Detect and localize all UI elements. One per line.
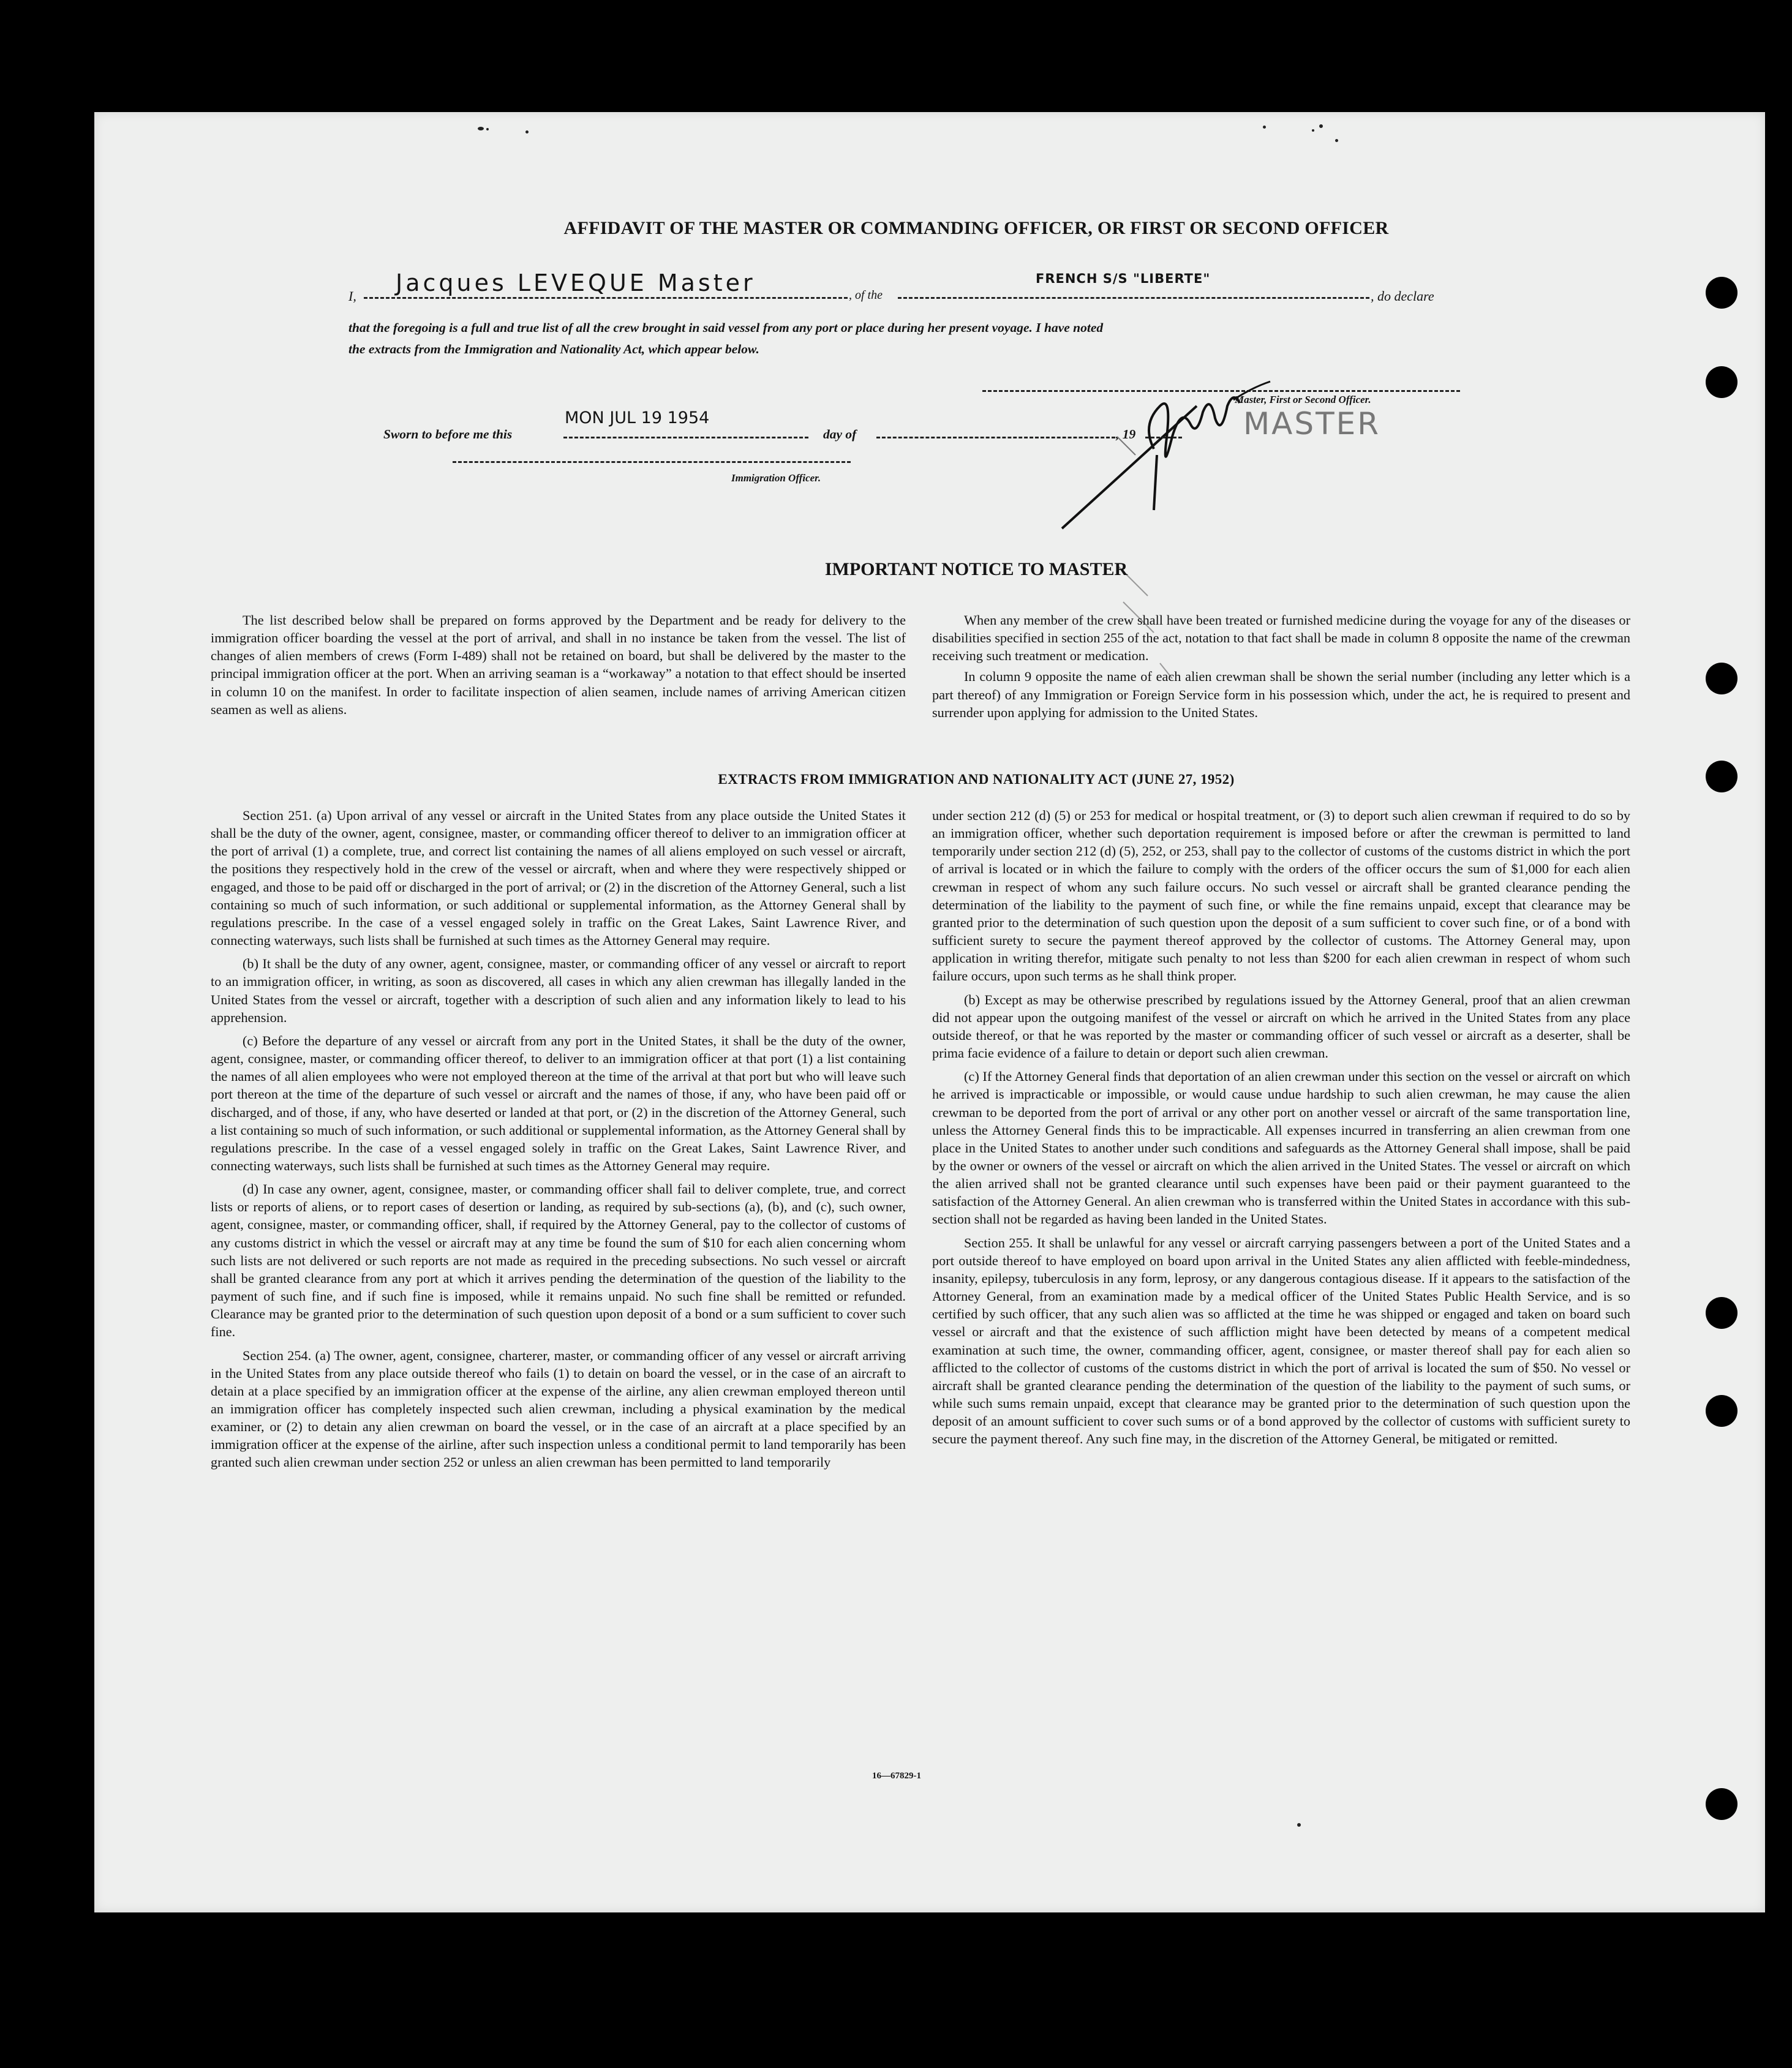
binder-hole <box>1706 761 1737 792</box>
of-the-label: , of the <box>849 288 883 302</box>
sworn-label: Sworn to before me this <box>383 427 513 442</box>
speck <box>1297 1823 1301 1827</box>
notice-left-column <box>211 611 906 724</box>
section-251c: (c) Before the departure of any vessel or aircraft from any port in the United States, it shall be the duty of the owner, agent, consignee, master, or commanding officer thereof, to deliver to an immigration officer at that port (1) a list containing the names of all alien employees who were not employed thereon at the time of the arrival at that port but who will leave such port thereon at the time of the departure of such vessel or aircraft and the names of those, if any, who have been paid off or discharged, and of those, if any, who have deserted or landed at that port, or (2) in the discretion of the Attorney General, such a list containing so much of such information, or such additional or supplemental information, as the Attorney General shall by regulations prescribe. In the case of a vessel engaged solely in traffic on the Great Lakes, Saint Lawrence River, and connecting waterways, such lists shall be furnished at such times as the Attorney General may require. <box>211 1032 906 1173</box>
section-254b: (b) Except as may be otherwise prescribed by regulations issued by the Attorney General, proof that an alien crewman did not appear upon the outgoing manifest of the vessel or aircraft on which he arrived in the United States from any place outside thereof, or that he was reported by the master or commanding officer of such vessel or aircraft as a deserter, shall be prima facie evidence of a failure to detain or deport such alien crewman. <box>932 991 1630 1061</box>
vessel-value: FRENCH S/S "LIBERTE" <box>1036 271 1211 286</box>
extracts-left-column <box>211 807 906 1477</box>
do-declare-label: , do declare <box>1371 288 1434 304</box>
notice-title: IMPORTANT NOTICE TO MASTER <box>824 559 1128 579</box>
document-page <box>94 112 1765 1912</box>
master-name-value: Jacques LEVEQUE Master <box>396 269 756 296</box>
speck <box>1263 126 1266 129</box>
form-number: 16—67829-1 <box>872 1771 921 1781</box>
sworn-date-value: MON JUL 19 1954 <box>565 408 710 427</box>
immigration-officer-label: Immigration Officer. <box>731 472 821 484</box>
extracts-title: EXTRACTS FROM IMMIGRATION AND NATIONALITY ACT (JUNE 27, 1952) <box>718 772 1235 787</box>
section-251a: Section 251. (a) Upon arrival of any vessel or aircraft in the United States from any place outside the United States it shall be the duty of the owner, agent, consignee, master, or commanding officer thereof to deliver to an immigration officer at the port of arrival (1) a complete, true, and correct list containing the names of all aliens employed on such vessel or aircraft, the positions they respectively hold in the crew of the vessel or aircraft, when and where they were respectively shipped or engaged, and those to be paid off or discharged in the port of arrival; or (2) in the discretion of the Attorney General, such a list containing so much of such information, or such additional or supplemental information, as the Attorney General shall by regulations prescribe. In the case of a vessel engaged solely in traffic on the Great Lakes, Saint Lawrence River, and connecting waterways, such lists shall be furnished at such times as the Attorney General may require. <box>211 808 906 949</box>
section-254a-continued: under section 212 (d) (5) or 253 for medical or hospital treatment, or (3) to deport such alien crewman if required to do so by an immigration officer, whether such deportation requirement is imposed before or after the crewman is permitted to land temporarily under section 212 (d) (5), 252, or 253, shall pay to the collector of customs of the customs district in which the port of arrival is located or in which the failure to comply with the orders of the officer occurs the sum of $1,000 for each alien crewman in respect of whom any such failure occurs. No such vessel or aircraft shall be granted clearance pending the determination of the liability to the payment of such fine, or while the fine remains unpaid, except that clearance may be granted prior to the determination of such question upon the deposit of a sum sufficient to cover such fine, or of a bond with sufficient surety to secure the payment thereof approved by the collector of customs. The Attorney General may, upon application in writing therefor, mitigate such penalty to not less than $200 for each alien crewman in respect of whom such failure occurs, upon such terms as he shall think proper. <box>932 808 1630 984</box>
affidavit-statement-line1: that the foregoing is a full and true list of all the crew brought in said vessel from any port or place during her present voyage. I have noted <box>348 320 1104 335</box>
speck <box>525 130 529 133</box>
section-255: Section 255. It shall be unlawful for any vessel or aircraft carrying passengers between a port of the United States and a port outside thereof to have employed on board upon arrival in the United States any alien afflicted with feeble-mindedness, insanity, epilepsy, tuberculosis in any form, leprosy, or any dangerous contagious disease. If it appears to the satisfaction of the Attorney General, from an examination made by a medical officer of the United States Public Health Service, and is so certified by such officer, that any such alien was so afflicted at the time he was shipped or engaged and taken on board such vessel or aircraft and that the existence of such affliction might have been detected by means of a competent medical examination at such time, the owner, commanding officer, agent, consignee, or master thereof shall pay for each alien so afflicted to the collector of customs of the customs district in which the port of arrival is located the sum of $50. No vessel or aircraft shall be granted clearance pending the determination of the question of the liability to the payment of such sums, or while such sums remain unpaid, except that clearance may be granted prior to the determination of such question upon the deposit of an amount sufficient to cover such sums or of a bond approved by the collector of customs with sufficient surety to secure the payment thereof. Any such fine may, in the discretion of the Attorney General, be mitigated or remitted. <box>932 1235 1630 1447</box>
binder-hole <box>1706 277 1737 309</box>
speck <box>1335 139 1338 142</box>
speck <box>1312 129 1314 132</box>
section-254a: Section 254. (a) The owner, agent, consignee, charterer, master, or commanding officer of any vessel or aircraft arriving in the United States from any place outside thereof who fails (1) to detain on board the vessel, or in the case of an aircraft to detain at a place specified by an immigration officer at the expense of the airline, any alien crewman employed thereon until an immigration officer has completely inspected such alien crewman, including a physical examination by the medical examiner, or (2) to detain any alien crewman on board the vessel, or in the case of an aircraft at a place specified by an immigration officer at the expense of the airline, after such inspection unless a conditional permit to land temporarily has been granted such alien crewman under section 252 or unless an alien crewman has been permitted to land temporarily <box>211 1347 906 1470</box>
notice-right-paragraph-1: When any member of the crew shall have been treated or furnished medicine during the voyage for any of the diseases or disabilities specified in section 255 of the act, notation to that fact shall be made in column 8 opposite the name of the crewman receiving such treatment or medication. <box>932 612 1630 664</box>
vessel-field <box>898 273 1369 299</box>
notice-left-paragraph: The list described below shall be prepared on forms approved by the Department and be ready for delivery to the immigration officer boarding the vessel at the port of arrival, and shall in no instance be taken from the vessel. The list of changes of alien members of crews (Form I-489) shall not be retained on board, but shall be delivered by the master to the principal immigration officer at the port. When an arriving seaman is a “workaway” a notation to that effect should be inserted in column 10 on the manifest. In order to facilitate inspection of alien seamen, include names of arriving American citizen seamen as well as aliens. <box>211 612 906 717</box>
binder-hole <box>1706 1395 1737 1427</box>
binder-hole <box>1706 663 1737 694</box>
master-name-field <box>364 269 848 299</box>
binder-hole <box>1706 1297 1737 1329</box>
extracts-right-column <box>932 807 1630 1453</box>
notice-right-paragraph-2: In column 9 opposite the name of each alien crewman shall be shown the serial number (including any letter which is a part thereof) of any Immigration or Foreign Service form in his possession which, under the act, he is required to present and surrender upon applying for admission to the United States. <box>932 669 1630 720</box>
binder-hole <box>1706 1788 1737 1820</box>
speck <box>486 128 489 130</box>
speck <box>1319 124 1323 128</box>
master-stamp: MASTER <box>1243 406 1380 442</box>
i-label: I, <box>348 288 356 304</box>
sworn-date-field <box>563 408 808 438</box>
notice-right-column <box>932 611 1630 727</box>
section-251d: (d) In case any owner, agent, consignee, master, or commanding officer shall fail to deliver complete, true, and correct lists or reports of aliens, or to report cases of desertion or landing, as required by sub-sections (a), (b), and (c), such owner, agent, consignee, master, or commanding officer, shall, if required by the Attorney General, pay to the collector of customs of any customs district in which the vessel or aircraft may at any time be found the sum of $10 for each alien concerning whom such lists are not delivered or such reports are not made as required in the preceding subsections. No such vessel or aircraft shall be granted clearance from any port at which it arrives pending the determination of the question of the liability to the payment of such fine, and if such fine is imposed, while it remains unpaid. No such fine shall be remitted or refunded. Clearance may be granted prior to the determination of such question upon deposit of a bond or a sum sufficient to cover such fine. <box>211 1181 906 1340</box>
speck <box>478 127 484 130</box>
immigration-officer-line <box>453 455 851 463</box>
affidavit-statement-line2: the extracts from the Immigration and Nationality Act, which appear below. <box>348 342 759 356</box>
day-of-field <box>876 418 1115 438</box>
affidavit-title: AFFIDAVIT OF THE MASTER OR COMMANDING OFFICER, OR FIRST OR SECOND OFFICER <box>563 218 1389 238</box>
binder-hole <box>1706 366 1737 398</box>
master-signature-label: Master, First or Second Officer. <box>1235 394 1371 405</box>
section-254c: (c) If the Attorney General finds that deportation of an alien crewman under this section on the vessel or aircraft on which he arrived is impracticable or impossible, or would cause undue hardship to such alien crewman, he may cause the alien crewman to be deported from the port of arrival or any other port on another vessel or aircraft of the same transportation line, unless the Attorney General finds this to be impracticable. All expenses incurred in transferring an alien crewman from one place in the United States to another under such conditions and safeguards as the Attorney General shall impose, shall be paid by the owner or owners of the vessel or aircraft on which the alien arrived in the United States. The vessel or aircraft on which the alien arrived shall not be granted clearance until such expenses have been paid or their payment guaranteed to the satisfaction of the Attorney General. An alien crewman who is transferred within the United States in accordance with this sub-section shall not be regarded as having been landed in the United States. <box>932 1069 1630 1227</box>
day-of-label: day of <box>823 427 857 442</box>
year-prefix: , 19 <box>1116 427 1136 442</box>
section-251b: (b) It shall be the duty of any owner, agent, consignee, master, or commanding officer of any vessel or aircraft to report to an immigration officer, in writing, as soon as discovered, all cases in which any alien crewman has illegally landed in the United States from the vessel or aircraft, together with a description of such alien and any information likely to lead to his apprehension. <box>211 956 906 1025</box>
